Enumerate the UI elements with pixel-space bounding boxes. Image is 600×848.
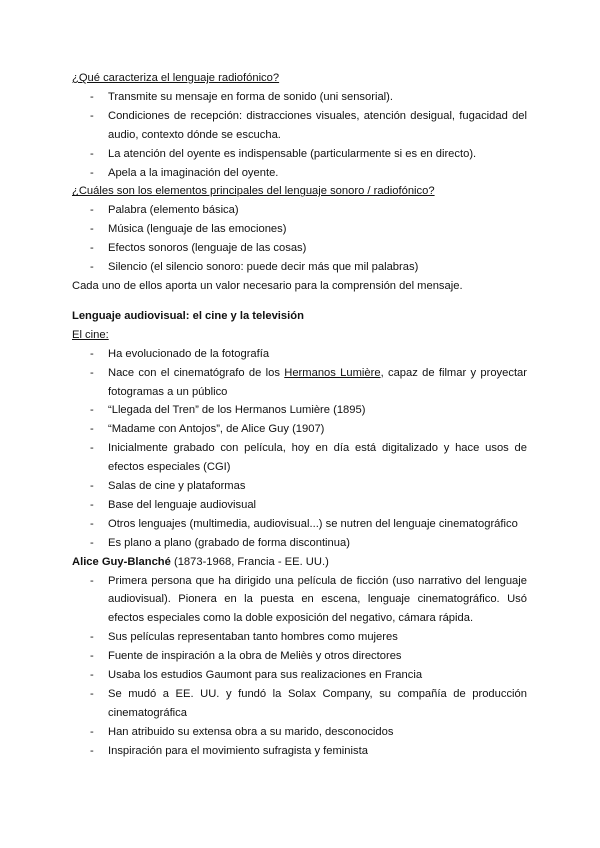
list-item: - Inicialmente grabado con película, hoy en día está digitalizado y hace usos de efectos especiales (CGI) <box>72 439 527 477</box>
list-item: - Han atribuido su extensa obra a su marido, desconocidos <box>72 723 527 742</box>
list-item: - Otros lenguajes (multimedia, audiovisual...) se nutren del lenguaje cinematográfico <box>72 515 527 534</box>
list-item: - Apela a la imaginación del oyente. <box>72 164 527 183</box>
list-item: - La atención del oyente es indispensable (particularmente si es en directo). <box>72 145 527 164</box>
cinema-list <box>72 345 527 553</box>
list-item: - Ha evolucionado de la fotografía <box>72 345 527 364</box>
list-item: - “Llegada del Tren” de los Hermanos Lumière (1895) <box>72 401 527 420</box>
question-radio-language: ¿Qué caracteriza el lenguaje radiofónico? <box>72 72 280 84</box>
list-item: - Condiciones de recepción: distracciones visuales, atención desigual, fugacidad del audio, contexto dónde se escucha. <box>72 107 527 145</box>
list-item: - Silencio (el silencio sonoro: puede decir más que mil palabras) <box>72 258 527 277</box>
list-item: - Palabra (elemento básica) <box>72 201 527 220</box>
alice-guy-heading <box>72 553 527 572</box>
radio-characteristics-list <box>72 88 527 183</box>
list-item: - Música (lenguaje de las emociones) <box>72 220 527 239</box>
subheading-cinema: El cine: <box>72 328 109 341</box>
list-item: - Inspiración para el movimiento sufragista y feminista <box>72 742 527 761</box>
person-dates: (1873-1968, Francia - EE. UU.) <box>170 555 329 568</box>
person-name: Alice Guy-Blanché <box>72 555 171 568</box>
list-item-text: Nace con el cinematógrafo de los <box>108 366 285 379</box>
list-item: - Base del lenguaje audiovisual <box>72 496 527 515</box>
list-item <box>72 364 527 402</box>
lumiere-link[interactable]: Hermanos Lumière <box>284 366 381 379</box>
section-heading-audiovisual: Lenguaje audiovisual: el cine y la televisión <box>72 309 304 322</box>
list-item: - Primera persona que ha dirigido una película de ficción (uso narrativo del lenguaje audiovisual). Pionera en la puesta en escena, lenguaje cinematográfico. Usó efectos especiales como la doble exposición del negativo, cámara rápida. <box>72 572 527 629</box>
list-item: - “Madame con Antojos”, de Alice Guy (1907) <box>72 420 527 439</box>
sound-elements-closing: Cada uno de ellos aporta un valor necesario para la comprensión del mensaje. <box>72 279 463 292</box>
list-item: - Se mudó a EE. UU. y fundó la Solax Company, su compañía de producción cinematográfica <box>72 685 527 723</box>
list-item: - Efectos sonoros (lenguaje de las cosas) <box>72 239 527 258</box>
alice-guy-list <box>72 572 527 761</box>
document-page <box>72 69 527 761</box>
list-item-text: , capaz de filmar y proyectar fotogramas a un público <box>108 366 528 398</box>
question-sound-elements: ¿Cuáles son los elementos principales del lenguaje sonoro / radiofónico? <box>72 185 435 198</box>
list-item: - Transmite su mensaje en forma de sonido (uni sensorial). <box>72 88 527 107</box>
list-item: - Usaba los estudios Gaumont para sus realizaciones en Francia <box>72 666 527 685</box>
list-item: - Fuente de inspiración a la obra de Meliès y otros directores <box>72 647 527 666</box>
sound-elements-list <box>72 201 527 277</box>
list-item: - Es plano a plano (grabado de forma discontinua) <box>72 534 527 553</box>
list-item: - Salas de cine y plataformas <box>72 477 527 496</box>
list-item: - Sus películas representaban tanto hombres como mujeres <box>72 628 527 647</box>
